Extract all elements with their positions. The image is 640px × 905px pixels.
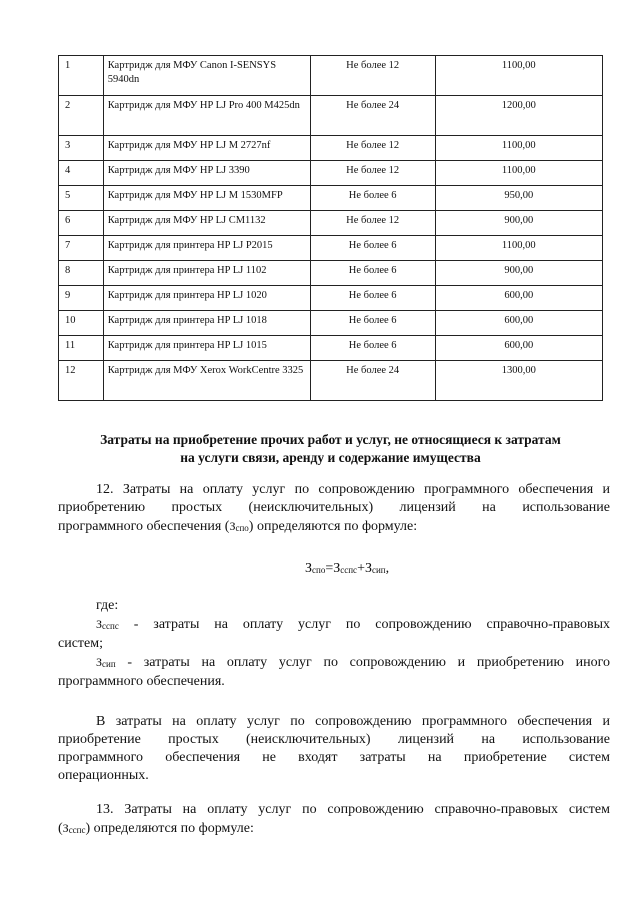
formula-equals: =: [325, 561, 334, 576]
item-name: Картридж для МФУ HP LJ Pro 400 M425dn: [103, 96, 310, 136]
item-quantity: Не более 12: [310, 161, 435, 186]
table-row: [59, 56, 603, 96]
formula-term-a: З: [333, 561, 341, 576]
note-line-1: В затраты на оплату услуг по сопровождению программного обеспечения и: [96, 714, 610, 729]
note-line-2: приобретение простых (неисключительных) лицензий на использование: [58, 732, 610, 747]
def-1-text: - затраты на оплату услуг по сопровождению справочно-правовых: [133, 617, 610, 632]
item-quantity: Не более 6: [310, 336, 435, 361]
row-number: 7: [59, 236, 104, 261]
formula-lhs-sub: спо: [312, 565, 326, 575]
paragraph-13: [58, 801, 610, 839]
table-row: [59, 261, 603, 286]
def-2-line-2: программного обеспечения.: [58, 674, 225, 689]
note-paragraph: [58, 713, 610, 785]
table-row: [59, 186, 603, 211]
def-1-symbol: З: [96, 617, 103, 631]
item-name: Картридж для МФУ HP LJ M 1530MFP: [103, 186, 310, 211]
formula-term-b: З: [364, 561, 372, 576]
p13-subscript: сспс: [68, 825, 86, 835]
item-name: Картридж для МФУ Xerox WorkCentre 3325: [103, 361, 310, 401]
item-quantity: Не более 12: [310, 136, 435, 161]
heading-line-1: Затраты на приобретение прочих работ и услуг, не относящиеся к затратам: [100, 432, 561, 447]
table-row: [59, 161, 603, 186]
item-price: 1200,00: [435, 96, 602, 136]
table-row: [59, 361, 603, 401]
item-quantity: Не более 24: [310, 96, 435, 136]
item-quantity: Не более 12: [310, 211, 435, 236]
formula-plus: +: [357, 561, 365, 576]
def-1-line-1: [58, 615, 610, 635]
where-block: [58, 597, 610, 691]
row-number: 4: [59, 161, 104, 186]
item-quantity: Не более 6: [310, 236, 435, 261]
section-heading: [58, 431, 603, 467]
item-price: 600,00: [435, 311, 602, 336]
p13-line-2-text: ) определяются по формуле:: [85, 821, 254, 836]
paragraph-12: [58, 481, 610, 537]
p12-line-3: [58, 517, 610, 537]
item-quantity: Не более 24: [310, 361, 435, 401]
item-quantity: Не более 6: [310, 311, 435, 336]
item-quantity: Не более 6: [310, 286, 435, 311]
row-number: 9: [59, 286, 104, 311]
item-price: 950,00: [435, 186, 602, 211]
symbol-z: З: [229, 519, 236, 533]
def-2-line-1: [58, 653, 610, 673]
table-row: [59, 136, 603, 161]
table-row: [59, 236, 603, 261]
item-name: Картридж для МФУ HP LJ 3390: [103, 161, 310, 186]
item-name: Картридж для принтера HP LJ 1020: [103, 286, 310, 311]
table-row: [59, 311, 603, 336]
item-quantity: Не более 6: [310, 261, 435, 286]
item-price: 1100,00: [435, 136, 602, 161]
p13-symbol: З: [62, 821, 69, 835]
row-number: 10: [59, 311, 104, 336]
item-price: 900,00: [435, 261, 602, 286]
formula-comma: ,: [385, 561, 390, 576]
p13-line-1: 13. Затраты на оплату услуг по сопровождению справочно-правовых систем: [96, 802, 610, 817]
def-2-symbol: З: [96, 655, 103, 669]
item-name: Картридж для принтера HP LJ 1018: [103, 311, 310, 336]
p13-line-2: [58, 819, 610, 839]
heading-line-2: на услуги связи, аренду и содержание имущества: [180, 450, 481, 465]
table-row: [59, 96, 603, 136]
def-1-subscript: сспс: [102, 621, 119, 631]
p12-line-2: приобретению простых (неисключительных) лицензий на использование: [58, 500, 610, 515]
row-number: 2: [59, 96, 104, 136]
row-number: 5: [59, 186, 104, 211]
item-name: Картридж для МФУ HP LJ CM1132: [103, 211, 310, 236]
p12-line-1: 12. Затраты на оплату услуг по сопровождению программного обеспечения и: [96, 482, 610, 497]
item-name: Картридж для МФУ Canon I-SENSYS 5940dn: [103, 56, 310, 96]
row-number: 12: [59, 361, 104, 401]
p12-line-3-text: программного обеспечения (: [58, 519, 230, 534]
item-name: Картридж для принтера HP LJ P2015: [103, 236, 310, 261]
item-price: 1300,00: [435, 361, 602, 401]
formula-term-b-sub: сип: [371, 565, 386, 575]
formula-spo: [305, 561, 389, 577]
item-name: Картридж для принтера HP LJ 1102: [103, 261, 310, 286]
p12-line-3-end: ) определяются по формуле:: [248, 519, 418, 534]
symbol-subscript: спо: [235, 523, 249, 533]
table-row: [59, 286, 603, 311]
row-number: 11: [59, 336, 104, 361]
row-number: 8: [59, 261, 104, 286]
item-price: 600,00: [435, 336, 602, 361]
table-row: [59, 211, 603, 236]
item-price: 1100,00: [435, 236, 602, 261]
item-price: 600,00: [435, 286, 602, 311]
row-number: 6: [59, 211, 104, 236]
item-price: 1100,00: [435, 161, 602, 186]
formula-term-a-sub: сспс: [340, 565, 358, 575]
item-price: 1100,00: [435, 56, 602, 96]
note-line-4: операционных.: [58, 768, 149, 783]
row-number: 3: [59, 136, 104, 161]
cartridge-table: [58, 55, 603, 401]
where-label: где:: [96, 598, 119, 613]
item-name: Картридж для принтера HP LJ 1015: [103, 336, 310, 361]
def-2-text: - затраты на оплату услуг по сопровождению и приобретению иного: [127, 655, 611, 670]
def-2-subscript: сип: [102, 659, 116, 669]
formula-lhs: З: [305, 561, 313, 576]
def-1-line-2: систем;: [58, 636, 104, 651]
item-price: 900,00: [435, 211, 602, 236]
item-quantity: Не более 6: [310, 186, 435, 211]
note-line-3: программного обеспечения не входят затраты на приобретение систем: [58, 750, 610, 765]
p13-open-paren: (: [58, 821, 63, 836]
table-row: [59, 336, 603, 361]
item-name: Картридж для МФУ HP LJ M 2727nf: [103, 136, 310, 161]
row-number: 1: [59, 56, 104, 96]
item-quantity: Не более 12: [310, 56, 435, 96]
